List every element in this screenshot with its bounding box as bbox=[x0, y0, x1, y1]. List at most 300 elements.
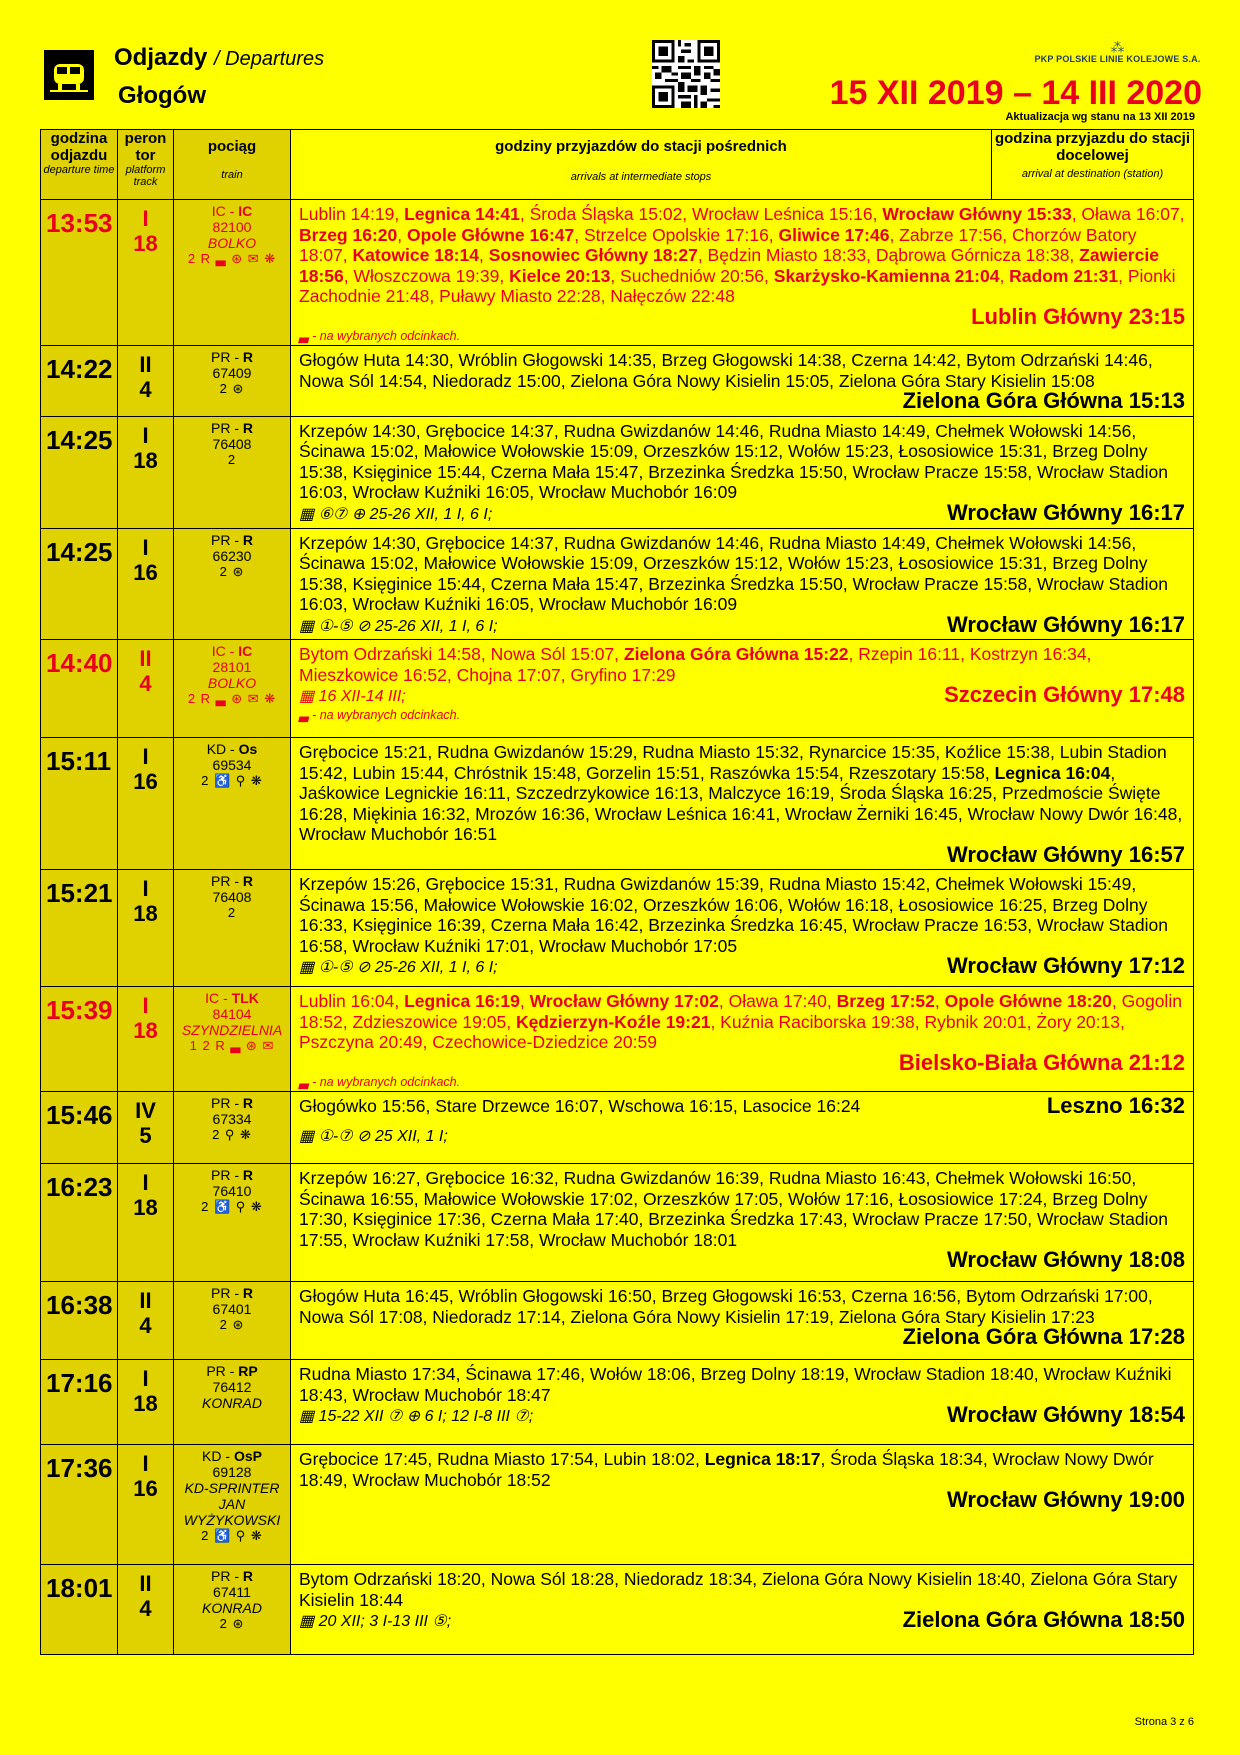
train-category bbox=[174, 1095, 290, 1111]
separator: - bbox=[230, 1285, 243, 1301]
train-number: 67334 bbox=[212, 1111, 252, 1127]
train-cell bbox=[174, 346, 291, 417]
departure-time-cell bbox=[41, 1282, 118, 1360]
departure-time-cell bbox=[41, 1445, 118, 1565]
table-row bbox=[41, 528, 1194, 640]
platform: I bbox=[142, 1451, 149, 1476]
intermediate-stops bbox=[291, 529, 1193, 640]
intermediate-stops bbox=[291, 1282, 1193, 1352]
train-cell bbox=[174, 1164, 291, 1282]
train-info bbox=[174, 870, 290, 921]
stops-list: Głogów Huta 14:30, Wróblin Głogowski 14:35, Brzeg Głogowski 14:38, Czerna 14:42, Bytom Odrzański 14:46, Nowa Sól 14:54, Niedoradz 15:00, Zielona Góra Nowy Kisielin 15:05, Zielona Góra Stary Kisielin 15:08 bbox=[299, 350, 1153, 391]
track: 18 bbox=[133, 447, 158, 473]
service-icons: 2 bbox=[227, 451, 237, 467]
carrier: PR bbox=[206, 1363, 226, 1379]
train-type: R bbox=[242, 873, 254, 889]
carrier: IC bbox=[211, 203, 226, 219]
destination-row bbox=[299, 611, 1185, 638]
stops-list: Grębocice 17:45, Rudna Miasto 17:54, Lubin 18:02, Legnica 18:17, Środa Śląska 18:34, Wrocław Nowy Dwór 18:49, Wrocław Muchobór 18:52 bbox=[299, 1449, 1154, 1490]
table-row bbox=[41, 416, 1194, 528]
route-cell bbox=[291, 1565, 1194, 1655]
train-cell bbox=[174, 987, 291, 1092]
train-cell bbox=[174, 1360, 291, 1445]
departure-time: 13:53 bbox=[46, 208, 113, 238]
platform: I bbox=[142, 206, 149, 231]
train-name: BOLKO bbox=[207, 675, 257, 691]
platform: II bbox=[139, 646, 152, 671]
table-row bbox=[41, 1565, 1194, 1655]
train-category bbox=[174, 1448, 290, 1464]
train-name: BOLKO bbox=[207, 235, 257, 251]
train-cell bbox=[174, 1445, 291, 1565]
train-cell bbox=[174, 1565, 291, 1655]
destination: Wrocław Główny 17:12 bbox=[946, 953, 1185, 978]
track: 18 bbox=[133, 901, 158, 926]
destination: Zielona Góra Główna 15:13 bbox=[902, 388, 1185, 413]
page-number: Strona 3 z 6 bbox=[1134, 1716, 1194, 1728]
destination-row bbox=[299, 499, 1185, 526]
destination-row bbox=[299, 1402, 1185, 1428]
train-type: R bbox=[242, 531, 254, 548]
platform-cell bbox=[118, 1164, 174, 1282]
platform-cell bbox=[118, 346, 174, 417]
departure-time: 16:38 bbox=[46, 1290, 113, 1320]
departure-time: 14:25 bbox=[46, 424, 113, 455]
carrier: PR bbox=[210, 349, 231, 365]
platform-track bbox=[118, 1360, 173, 1416]
platform: IV bbox=[135, 1098, 156, 1123]
destination: Wrocław Główny 16:57 bbox=[946, 841, 1185, 867]
stops-list: Bytom Odrzański 14:58, Nowa Sól 15:07, Zielona Góra Główna 15:22, Rzepin 16:11, Kostrzyn 16:34, Mieszkowice 16:52, Chojna 17:07, Gryfino 17:29 bbox=[299, 644, 1092, 685]
carrier: IC bbox=[211, 643, 226, 659]
service-icons: 2 ⊛ bbox=[219, 1616, 245, 1631]
track: 16 bbox=[133, 559, 158, 585]
intermediate-stops bbox=[291, 640, 1193, 724]
footnote: ▃ - na wybranych odcinkach. bbox=[299, 329, 461, 343]
train-category bbox=[174, 741, 290, 757]
carrier: PR bbox=[210, 1167, 231, 1183]
destination: Wrocław Główny 16:17 bbox=[946, 499, 1185, 525]
destination-row bbox=[299, 953, 1185, 979]
departure-time: 17:36 bbox=[46, 1453, 113, 1483]
departures-table bbox=[40, 129, 1194, 1655]
train-cell bbox=[174, 870, 291, 987]
separator: - bbox=[219, 990, 232, 1006]
track: 18 bbox=[133, 1018, 158, 1043]
train-cell bbox=[174, 528, 291, 640]
intermediate-stops bbox=[291, 1360, 1193, 1430]
departure-time-cell bbox=[41, 738, 118, 870]
train-info bbox=[174, 200, 290, 267]
header bbox=[0, 0, 1240, 130]
platform: I bbox=[142, 744, 149, 769]
stops-list: Lublin 14:19, Legnica 14:41, Środa Śląska 15:02, Wrocław Leśnica 15:16, Wrocław Główny 15:33, Oława 16:07, Brzeg 16:20, Opole Główne 16:47, Strzelce Opolskie 17:16, Gliwice 17:46, Zabrze 17:56, Chorzów Batory 18:07, Katowice 18:14, Sosnowiec Główny 18:27, Będzin Miasto 18:33, Dąbrowa Górnicza 18:38, Zawiercie 18:56, Włoszczowa 19:39, Kielce 20:13, Suchedniów 20:56, Skarżysko-Kamienna 21:04, Radom 21:31, Pionki Zachodnie 21:48, Puławy Miasto 22:28, Nałęczów 22:48 bbox=[299, 204, 1185, 306]
stops-list: Krzepów 14:30, Grębocice 14:37, Rudna Gwizdanów 14:46, Rudna Miasto 14:49, Chełmek Wołowski 14:56, Ścinawa 15:02, Małowice Wołowskie 15:09, Orzeszków 15:12, Wołów 15:23, Łososiowice 15:31, Brzeg Dolny 15:38, Księginice 15:44, Czerna Mała 15:47, Brzezinka Średzka 15:50, Wrocław Pracze 15:58, Wrocław Stadion 16:03, Wrocław Kuźniki 16:05, Wrocław Muchobór 16:09 bbox=[299, 532, 1168, 614]
track: 4 bbox=[139, 1313, 152, 1338]
service-icons: 1 2 R ▃ ⊛ ✉ bbox=[189, 1038, 275, 1053]
stops-list: Bytom Odrzański 18:20, Nowa Sól 18:28, Niedoradz 18:34, Zielona Góra Nowy Kisielin 18:40, Zielona Góra Stary Kisielin 18:44 bbox=[299, 1569, 1178, 1610]
train-info bbox=[174, 1565, 290, 1632]
train-info bbox=[174, 1092, 290, 1143]
train-info bbox=[174, 1445, 290, 1544]
train-number: 67401 bbox=[212, 1301, 252, 1317]
train-category bbox=[174, 532, 290, 548]
train-category bbox=[174, 643, 290, 659]
platform-track bbox=[118, 1164, 173, 1220]
destination: Bielsko-Biała Główna 21:12 bbox=[898, 1049, 1185, 1075]
destination: Wrocław Główny 18:08 bbox=[946, 1247, 1185, 1272]
departure-time-cell bbox=[41, 1360, 118, 1445]
platform: I bbox=[142, 422, 149, 448]
carrier: PR bbox=[210, 419, 231, 436]
header-departure-time: godzina odjazdu departure time bbox=[41, 130, 118, 200]
service-icons: 2 ♿ ⚲ ❋ bbox=[201, 1199, 263, 1214]
table-row bbox=[41, 640, 1194, 738]
table-row bbox=[41, 1445, 1194, 1565]
destination: Wrocław Główny 19:00 bbox=[946, 1487, 1185, 1512]
train-number: 66230 bbox=[212, 547, 252, 564]
train-info bbox=[174, 417, 290, 468]
intermediate-stops bbox=[291, 200, 1193, 345]
destination-row bbox=[299, 1487, 1185, 1513]
train-number: 67409 bbox=[212, 365, 252, 381]
platform: II bbox=[139, 1571, 152, 1596]
track: 5 bbox=[139, 1123, 152, 1148]
destination-row bbox=[299, 841, 1185, 868]
service-icons: 2 bbox=[227, 905, 237, 920]
departure-time-cell bbox=[41, 528, 118, 640]
platform-cell bbox=[118, 987, 174, 1092]
separator: - bbox=[230, 1095, 243, 1111]
route-cell bbox=[291, 870, 1194, 987]
separator: - bbox=[225, 1363, 239, 1379]
platform: I bbox=[142, 534, 149, 560]
train-number: 69128 bbox=[212, 1464, 252, 1480]
route-cell bbox=[291, 1282, 1194, 1360]
track: 4 bbox=[139, 377, 152, 402]
train-number: 28101 bbox=[212, 659, 252, 675]
platform: I bbox=[142, 1366, 149, 1391]
platform-cell bbox=[118, 1445, 174, 1565]
train-name: KD-SPRINTER JAN WYŻYKOWSKI bbox=[183, 1480, 281, 1528]
train-name: KONRAD bbox=[202, 1395, 262, 1411]
platform-cell bbox=[118, 640, 174, 738]
train-type: R bbox=[242, 1285, 254, 1301]
platform-track bbox=[118, 200, 173, 256]
train-type: R bbox=[242, 1167, 254, 1183]
destination: Wrocław Główny 16:17 bbox=[946, 611, 1185, 637]
carrier: PR bbox=[210, 1285, 231, 1301]
departure-time: 16:23 bbox=[46, 1172, 113, 1202]
departure-time: 14:25 bbox=[46, 536, 113, 567]
train-info bbox=[174, 1360, 290, 1411]
platform-track bbox=[118, 417, 173, 473]
carrier: PR bbox=[210, 1095, 231, 1111]
platform-track bbox=[118, 738, 173, 794]
qr-code-icon[interactable] bbox=[652, 40, 720, 108]
train-type: R bbox=[242, 1095, 254, 1111]
platform: II bbox=[139, 352, 152, 377]
stops-list: Grębocice 15:21, Rudna Gwizdanów 15:29, Rudna Miasto 15:32, Rynarcice 15:35, Koźlice 15:38, Lubin Stadion 15:42, Lubin 15:44, Chróstnik 15:48, Gorzelin 15:51, Raszówka 15:54, Rzeszotary 15:58, Legnica 16:04, Jaśkowice Legnickie 16:11, Szczedrzykowice 16:13, Malczyce 16:19, Środa Śląska 16:25, Przedmoście Święte 16:28, Miękinia 16:32, Mrozów 16:36, Wrocław Leśnica 16:41, Wrocław Żerniki 16:45, Wrocław Nowy Dwór 16:48, Wrocław Muchobór 16:51 bbox=[299, 742, 1183, 844]
stops-list: Głogówko 15:56, Stare Drzewce 16:07, Wschowa 16:15, Lasocice 16:24 bbox=[299, 1096, 861, 1116]
table-row bbox=[41, 870, 1194, 987]
platform-track bbox=[118, 640, 173, 696]
departure-time-cell bbox=[41, 416, 118, 528]
train-type: R bbox=[242, 349, 254, 365]
platform-track bbox=[118, 1565, 173, 1621]
stops-list: Krzepów 15:26, Grębocice 15:31, Rudna Gwizdanów 15:39, Rudna Miasto 15:42, Chełmek Wołowski 15:49, Ścinawa 15:56, Małowice Wołowskie 16:02, Orzeszków 16:06, Wołów 16:18, Łososiowice 16:25, Brzeg Dolny 16:33, Księginice 16:39, Czerna Mała 16:42, Brzezinka Średzka 16:45, Wrocław Pracze 16:53, Wrocław Stadion 16:58, Wrocław Kuźniki 17:01, Wrocław Muchobór 17:05 bbox=[299, 874, 1168, 956]
train-type: Os bbox=[238, 741, 258, 757]
footnote: ▃ - na wybranych odcinkach. bbox=[299, 1075, 461, 1089]
destination: Szczecin Główny 17:48 bbox=[944, 682, 1185, 707]
departure-time: 14:22 bbox=[46, 354, 113, 384]
departure-time-cell bbox=[41, 640, 118, 738]
destination: Lublin Główny 23:15 bbox=[971, 303, 1185, 329]
train-cell bbox=[174, 738, 291, 870]
destination-row bbox=[299, 1324, 1185, 1350]
platform-track bbox=[118, 1092, 173, 1148]
service-icons: 2 ⊛ bbox=[219, 381, 245, 396]
train-number: 69534 bbox=[212, 757, 252, 773]
route-cell bbox=[291, 738, 1194, 870]
departure-time-cell bbox=[41, 1092, 118, 1164]
train-category bbox=[174, 1568, 290, 1584]
platform-cell bbox=[118, 1565, 174, 1655]
pkp-logo: ⁂ PKP POLSKIE LINIE KOLEJOWE S.A. bbox=[1034, 39, 1201, 64]
route-cell bbox=[291, 528, 1194, 640]
platform-cell bbox=[118, 738, 174, 870]
table-row bbox=[41, 346, 1194, 417]
train-type: TLK bbox=[231, 990, 259, 1006]
track: 16 bbox=[133, 1476, 158, 1501]
train-type: R bbox=[242, 419, 254, 436]
carrier: PR bbox=[210, 531, 231, 548]
train-info bbox=[174, 1282, 290, 1333]
separator: - bbox=[230, 1167, 243, 1183]
table-row bbox=[41, 1092, 1194, 1164]
platform-cell bbox=[118, 528, 174, 640]
stops-list: Rudna Miasto 17:34, Ścinawa 17:46, Wołów 18:06, Brzeg Dolny 18:19, Wrocław Stadion 18:40, Wrocław Kuźniki 18:43, Wrocław Muchobór 18:47 bbox=[299, 1364, 1172, 1405]
separator: - bbox=[225, 643, 239, 659]
separator: - bbox=[230, 873, 243, 889]
destination-row bbox=[299, 1247, 1185, 1273]
carrier: PR bbox=[210, 1568, 231, 1584]
station-name: Głogów bbox=[118, 82, 206, 109]
table-row bbox=[41, 738, 1194, 870]
stops-list: Krzepów 14:30, Grębocice 14:37, Rudna Gwizdanów 14:46, Rudna Miasto 14:49, Chełmek Wołowski 14:56, Ścinawa 15:02, Małowice Wołowskie 15:09, Orzeszków 15:12, Wołów 15:23, Łososiowice 15:31, Brzeg Dolny 15:38, Księginice 15:44, Czerna Mała 15:47, Brzezinka Średzka 15:50, Wrocław Pracze 15:58, Wrocław Stadion 16:03, Wrocław Kuźniki 16:05, Wrocław Muchobór 16:09 bbox=[299, 420, 1168, 502]
intermediate-stops bbox=[291, 417, 1193, 528]
track: 16 bbox=[133, 769, 158, 794]
train-type: RP bbox=[238, 1363, 258, 1379]
train-number: 76410 bbox=[212, 1183, 252, 1199]
service-icons: 2 ♿ ⚲ ❋ bbox=[201, 773, 263, 788]
intermediate-stops bbox=[291, 1164, 1193, 1275]
train-cell bbox=[174, 1092, 291, 1164]
train-category bbox=[174, 1167, 290, 1183]
intermediate-stops bbox=[291, 1445, 1193, 1515]
platform: I bbox=[142, 993, 149, 1018]
destination: Zielona Góra Główna 18:50 bbox=[902, 1607, 1185, 1632]
schedule-note: ▦ ⑥⑦ ⊕ 25-26 XII, 1 I, 6 I; bbox=[299, 505, 493, 523]
departure-time: 18:01 bbox=[46, 1573, 113, 1603]
train-info bbox=[174, 1164, 290, 1215]
schedule-note: ▦ 20 XII; 3 I-13 III ⑤; bbox=[299, 1613, 452, 1630]
route-cell bbox=[291, 640, 1194, 738]
train-info bbox=[174, 640, 290, 707]
route-cell bbox=[291, 1092, 1194, 1164]
departure-time: 15:11 bbox=[46, 746, 112, 776]
stops-list: Krzepów 16:27, Grębocice 16:32, Rudna Gwizdanów 16:39, Rudna Miasto 16:43, Chełmek Wołowski 16:50, Ścinawa 16:55, Małowice Wołowskie 17:02, Orzeszków 17:05, Wołów 17:16, Łososiowice 17:24, Brzeg Dolny 17:30, Księginice 17:36, Czerna Mała 17:40, Brzezinka Średzka 17:43, Wrocław Pracze 17:50, Wrocław Stadion 17:55, Wrocław Kuźniki 17:58, Wrocław Muchobór 18:01 bbox=[299, 1168, 1168, 1250]
table-row bbox=[41, 1282, 1194, 1360]
train-cell bbox=[174, 416, 291, 528]
service-icons: 2 ⊛ bbox=[219, 1317, 245, 1332]
service-icons: 2 ⊛ bbox=[219, 563, 245, 579]
platform-track bbox=[118, 870, 173, 926]
train-info bbox=[174, 987, 290, 1054]
schedule-note: ▦ 16 XII-14 III; bbox=[299, 688, 406, 705]
header-destination: godzina przyjazdu do stacji docelowej arrival at destination (station) bbox=[992, 130, 1194, 200]
separator: - bbox=[230, 349, 243, 365]
destination: Leszno 16:32 bbox=[1046, 1093, 1185, 1118]
departure-time-cell bbox=[41, 987, 118, 1092]
separator: - bbox=[226, 741, 239, 757]
route-cell bbox=[291, 987, 1194, 1092]
header-train: pociąg train bbox=[174, 130, 291, 200]
train-category bbox=[174, 873, 290, 889]
note-row bbox=[291, 1121, 1193, 1150]
platform-cell bbox=[118, 200, 174, 346]
route-cell bbox=[291, 200, 1194, 346]
train-info bbox=[174, 529, 290, 580]
train-type: IC bbox=[238, 643, 253, 659]
departure-time-cell bbox=[41, 1565, 118, 1655]
train-category bbox=[174, 990, 290, 1006]
departure-time: 17:16 bbox=[46, 1368, 113, 1398]
train-cell bbox=[174, 200, 291, 346]
track: 18 bbox=[133, 1391, 158, 1416]
train-number: 76408 bbox=[212, 435, 252, 452]
track: 18 bbox=[133, 1195, 158, 1220]
platform-track bbox=[118, 1282, 173, 1338]
service-icons: 2 R ▃ ⊛ ✉ ❋ bbox=[187, 691, 277, 706]
separator: - bbox=[230, 1568, 243, 1584]
intermediate-stops bbox=[291, 987, 1193, 1091]
stops-list: Lublin 16:04, Legnica 16:19, Wrocław Główny 17:02, Oława 17:40, Brzeg 17:52, Opole Główne 18:20, Gogolin 18:52, Zdzieszowice 19:05, Kędzierzyn-Koźle 19:21, Kuźnia Raciborska 19:38, Rybnik 20:01, Żory 20:13, Pszczyna 20:49, Czechowice-Dziedzice 20:59 bbox=[299, 991, 1182, 1052]
validity-dates: 15 XII 2019 – 14 III 2020 bbox=[829, 74, 1202, 112]
separator: - bbox=[230, 531, 243, 548]
route-cell bbox=[291, 1164, 1194, 1282]
train-category bbox=[174, 1285, 290, 1301]
platform-cell bbox=[118, 1282, 174, 1360]
train-cell bbox=[174, 1282, 291, 1360]
track: 4 bbox=[139, 671, 152, 696]
platform: I bbox=[142, 1170, 149, 1195]
intermediate-stops bbox=[291, 1565, 1193, 1635]
train-cell bbox=[174, 640, 291, 738]
destination-row bbox=[299, 1607, 1185, 1633]
intermediate-stops bbox=[291, 346, 1193, 416]
separator: - bbox=[221, 1448, 234, 1464]
train-name: SZYNDZIELNIA bbox=[181, 1022, 283, 1038]
table-row bbox=[41, 200, 1194, 346]
service-icons: 2 R ▃ ⊛ ✉ ❋ bbox=[187, 251, 277, 266]
table-row bbox=[41, 1360, 1194, 1445]
train-type: R bbox=[242, 1568, 254, 1584]
stops-list: Głogów Huta 16:45, Wróblin Głogowski 16:50, Brzeg Głogowski 16:53, Czerna 16:56, Bytom Odrzański 17:00, Nowa Sól 17:08, Niedoradz 17:14, Zielona Góra Nowy Kisielin 17:19, Zielona Góra Stary Kisielin 17:23 bbox=[299, 1286, 1153, 1327]
platform-track bbox=[118, 529, 173, 585]
route-cell bbox=[291, 1360, 1194, 1445]
departure-time-cell bbox=[41, 870, 118, 987]
platform-cell bbox=[118, 416, 174, 528]
departure-time: 15:39 bbox=[46, 995, 113, 1025]
train-number: 84104 bbox=[212, 1006, 252, 1022]
carrier: PR bbox=[210, 873, 231, 889]
page-title: Odjazdy / Departures bbox=[114, 44, 325, 71]
train-name: KONRAD bbox=[202, 1600, 262, 1616]
schedule-note: ▦ ①-⑤ ⊘ 25-26 XII, 1 I, 6 I; bbox=[299, 959, 498, 976]
departure-time-cell bbox=[41, 346, 118, 417]
platform-cell bbox=[118, 870, 174, 987]
schedule-note: ▦ ①-⑤ ⊘ 25-26 XII, 1 I, 6 I; bbox=[299, 617, 498, 635]
separator: - bbox=[230, 419, 243, 436]
platform: I bbox=[142, 876, 149, 901]
schedule-note: ▦ ①-⑦ ⊘ 25 XII, 1 I; bbox=[299, 1127, 448, 1145]
carrier: IC bbox=[205, 990, 220, 1006]
destination: Zielona Góra Główna 17:28 bbox=[902, 1324, 1185, 1349]
train-category bbox=[174, 349, 290, 365]
departure-time-cell bbox=[41, 1164, 118, 1282]
departure-time: 15:21 bbox=[46, 878, 113, 908]
route-cell bbox=[291, 346, 1194, 417]
destination-row bbox=[299, 682, 1185, 708]
train-type: OsP bbox=[233, 1448, 262, 1464]
track: 4 bbox=[139, 1596, 152, 1621]
platform-track bbox=[118, 346, 173, 402]
intermediate-stops bbox=[291, 870, 1193, 981]
train-info bbox=[174, 738, 290, 789]
train-number: 76412 bbox=[212, 1379, 252, 1395]
table-row bbox=[41, 987, 1194, 1092]
destination-row bbox=[299, 303, 1185, 330]
route-cell bbox=[291, 1445, 1194, 1565]
table-row bbox=[41, 1164, 1194, 1282]
train-info bbox=[174, 346, 290, 397]
footnote: ▃ - na wybranych odcinkach. bbox=[299, 707, 461, 722]
platform-track bbox=[118, 1445, 173, 1501]
departure-time-cell bbox=[41, 200, 118, 346]
route-cell bbox=[291, 416, 1194, 528]
train-category bbox=[174, 420, 290, 436]
separator: - bbox=[225, 203, 239, 219]
update-note: Aktualizacja wg stanu na 13 XII 2019 bbox=[1005, 111, 1195, 123]
intermediate-stops bbox=[291, 1092, 1193, 1121]
header-platform: peron tor platform track bbox=[118, 130, 174, 200]
departure-time: 14:40 bbox=[46, 648, 113, 678]
train-number: 76408 bbox=[212, 889, 252, 905]
track: 18 bbox=[133, 231, 158, 256]
platform-track bbox=[118, 987, 173, 1043]
carrier: KD bbox=[202, 1448, 222, 1464]
carrier: KD bbox=[206, 741, 227, 757]
destination-row bbox=[299, 1049, 1185, 1076]
train-category bbox=[174, 203, 290, 219]
service-icons: 2 ♿ ⚲ ❋ bbox=[201, 1528, 263, 1543]
destination-row bbox=[299, 388, 1185, 414]
service-icons: 2 ⚲ ❋ bbox=[212, 1127, 252, 1142]
intermediate-stops bbox=[291, 738, 1193, 869]
header-intermediate-stops: godziny przyjazdów do stacji pośrednich arrivals at intermediate stops bbox=[291, 130, 992, 200]
train-number: 82100 bbox=[212, 219, 252, 235]
